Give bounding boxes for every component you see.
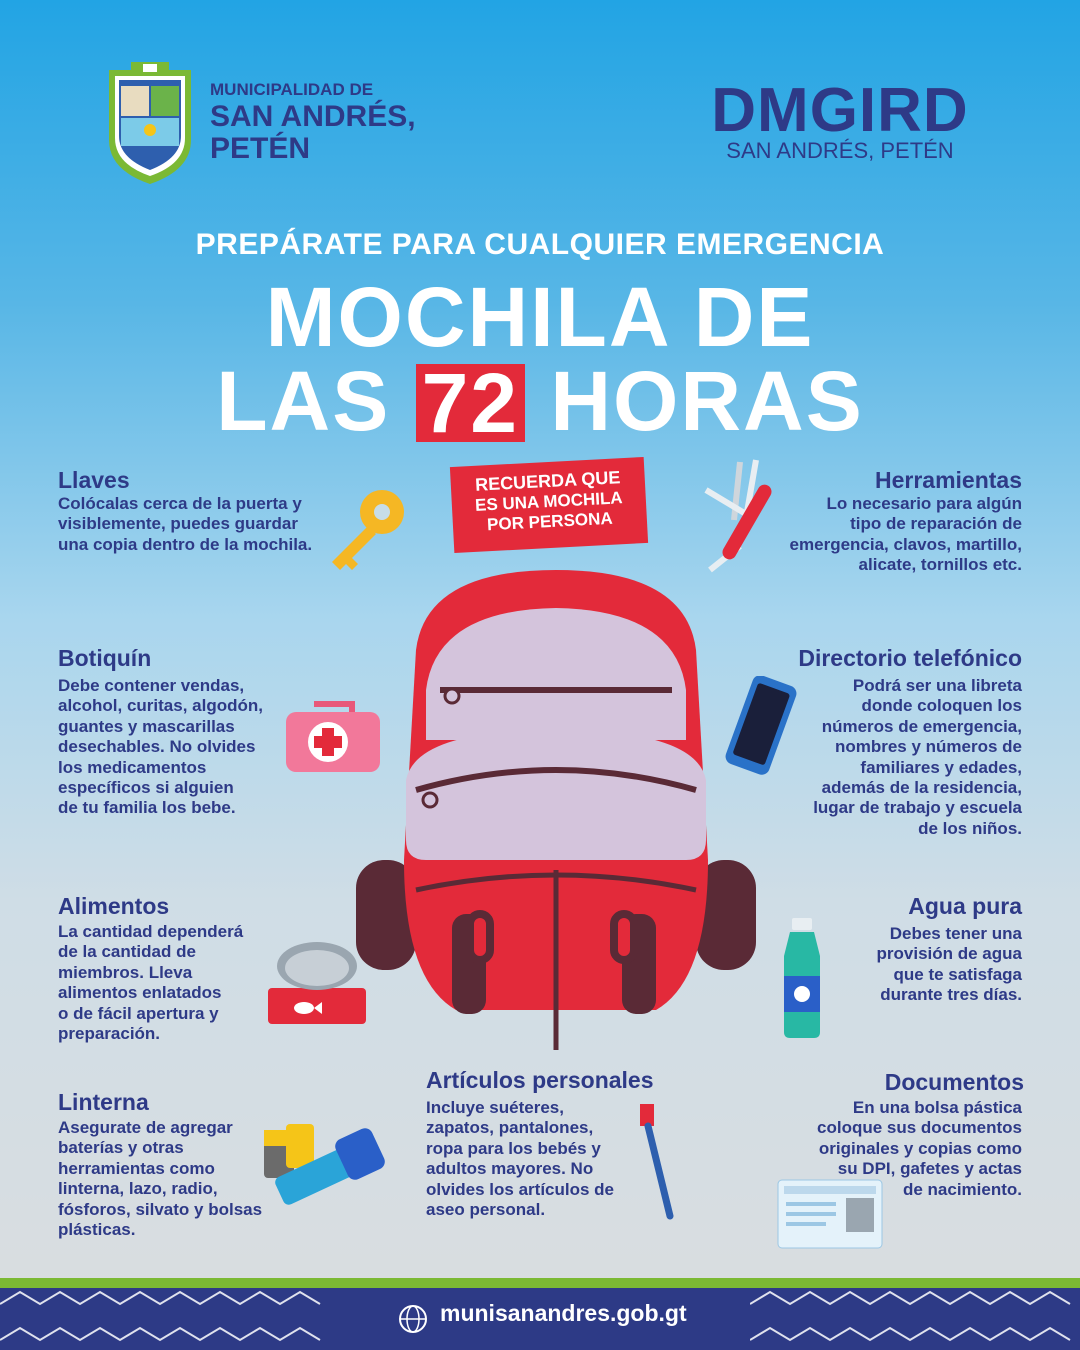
can-icon [266,938,368,1033]
herramientas-body: Lo necesario para algún tipo de reparación de emergencia, clavos, martillo, alicate, tornillos etc. [789,494,1022,575]
articulos-title: Artículos personales [426,1067,654,1093]
website-link[interactable]: munisanandres.gob.gt [440,1300,687,1326]
documentos-title: Documentos [884,1069,1024,1095]
footer-pattern-left [0,1288,330,1350]
directorio-body: Podrá ser una libreta donde coloquen los números de emergencia, nombres y números de familiares y edades, además de la residencia, lugar de trabajo y escuela de los niños. [813,676,1022,838]
agua-body: Debes tener una provisión de agua que te satisfaga durante tres días. [876,924,1022,1005]
backpack-illustration [356,560,756,1065]
flashlight-icon [260,1118,390,1213]
toothbrush-icon [634,1102,684,1227]
linterna-body: Asegurate de agregar baterías y otras herramientas como linterna, lazo, radio, fósforos, silvato y bolsas plásticas. [58,1118,263,1240]
botiquin-body: Debe contener vendas, alcohol, curitas, algodón, guantes y mascarillas desechables. No olvides los medicamentos específicos si alguien de tu familia los bebe. [58,676,263,818]
main-title-72: 72 [416,364,525,442]
first-aid-icon [284,694,382,779]
documentos-body: En una bolsa pástica coloque sus documentos originales y copias como su DPI, gafetes y actas de nacimiento. [817,1098,1022,1199]
municipality-name-line1: MUNICIPALIDAD DE [210,80,374,99]
key-icon [324,484,410,579]
main-title-horas: HORAS [550,354,864,448]
llaves-title: Llaves [58,467,130,493]
reminder-line2: ES UNA MOCHILA [474,488,624,515]
main-title-line2 [0,354,1080,450]
shield-logo [105,58,195,186]
municipality-logo [105,58,195,191]
articulos-body: Incluye suéteres, zapatos, pantalones, ropa para los bebés y adultos mayores. No olvides los artículos de aseo personal. [426,1098,615,1220]
water-bottle-icon [778,916,848,1045]
globe-icon [398,1304,428,1334]
municipality-name-line3: PETÉN [210,132,311,165]
phone-icon [720,676,800,781]
multitool-icon [700,450,784,585]
main-title-line1: MOCHILA DE [265,270,815,364]
alimentos-body: La cantidad dependerá de la cantidad de miembros. Lleva alimentos enlatados o de fácil apertura y preparación. [58,922,244,1044]
alimentos-title: Alimentos [58,893,170,919]
reminder-callout [450,457,648,553]
reminder-line3: POR PERSONA [486,508,614,535]
linterna-title: Linterna [58,1089,149,1115]
main-title-las: LAS [216,354,391,448]
agua-title: Agua pura [908,893,1022,919]
herramientas-title: Herramientas [874,467,1022,493]
footer-accent-stripe [0,1278,1080,1288]
directorio-title: Directorio telefónico [798,645,1022,671]
llaves-body: Colócalas cerca de la puerta y visiblemente, puedes guardar una copia dentro de la mochila. [58,494,313,554]
botiquin-title: Botiquín [58,645,152,671]
org-title: DMGIRD [711,76,969,145]
org-subtitle: SAN ANDRÉS, PETÉN [726,138,954,163]
footer-pattern-right [750,1288,1080,1350]
tagline: PREPÁRATE PARA CUALQUIER EMERGENCIA [195,228,885,261]
municipality-name-line2: SAN ANDRÉS, [210,100,416,133]
reminder-line1: RECUERDA QUE [474,467,621,495]
